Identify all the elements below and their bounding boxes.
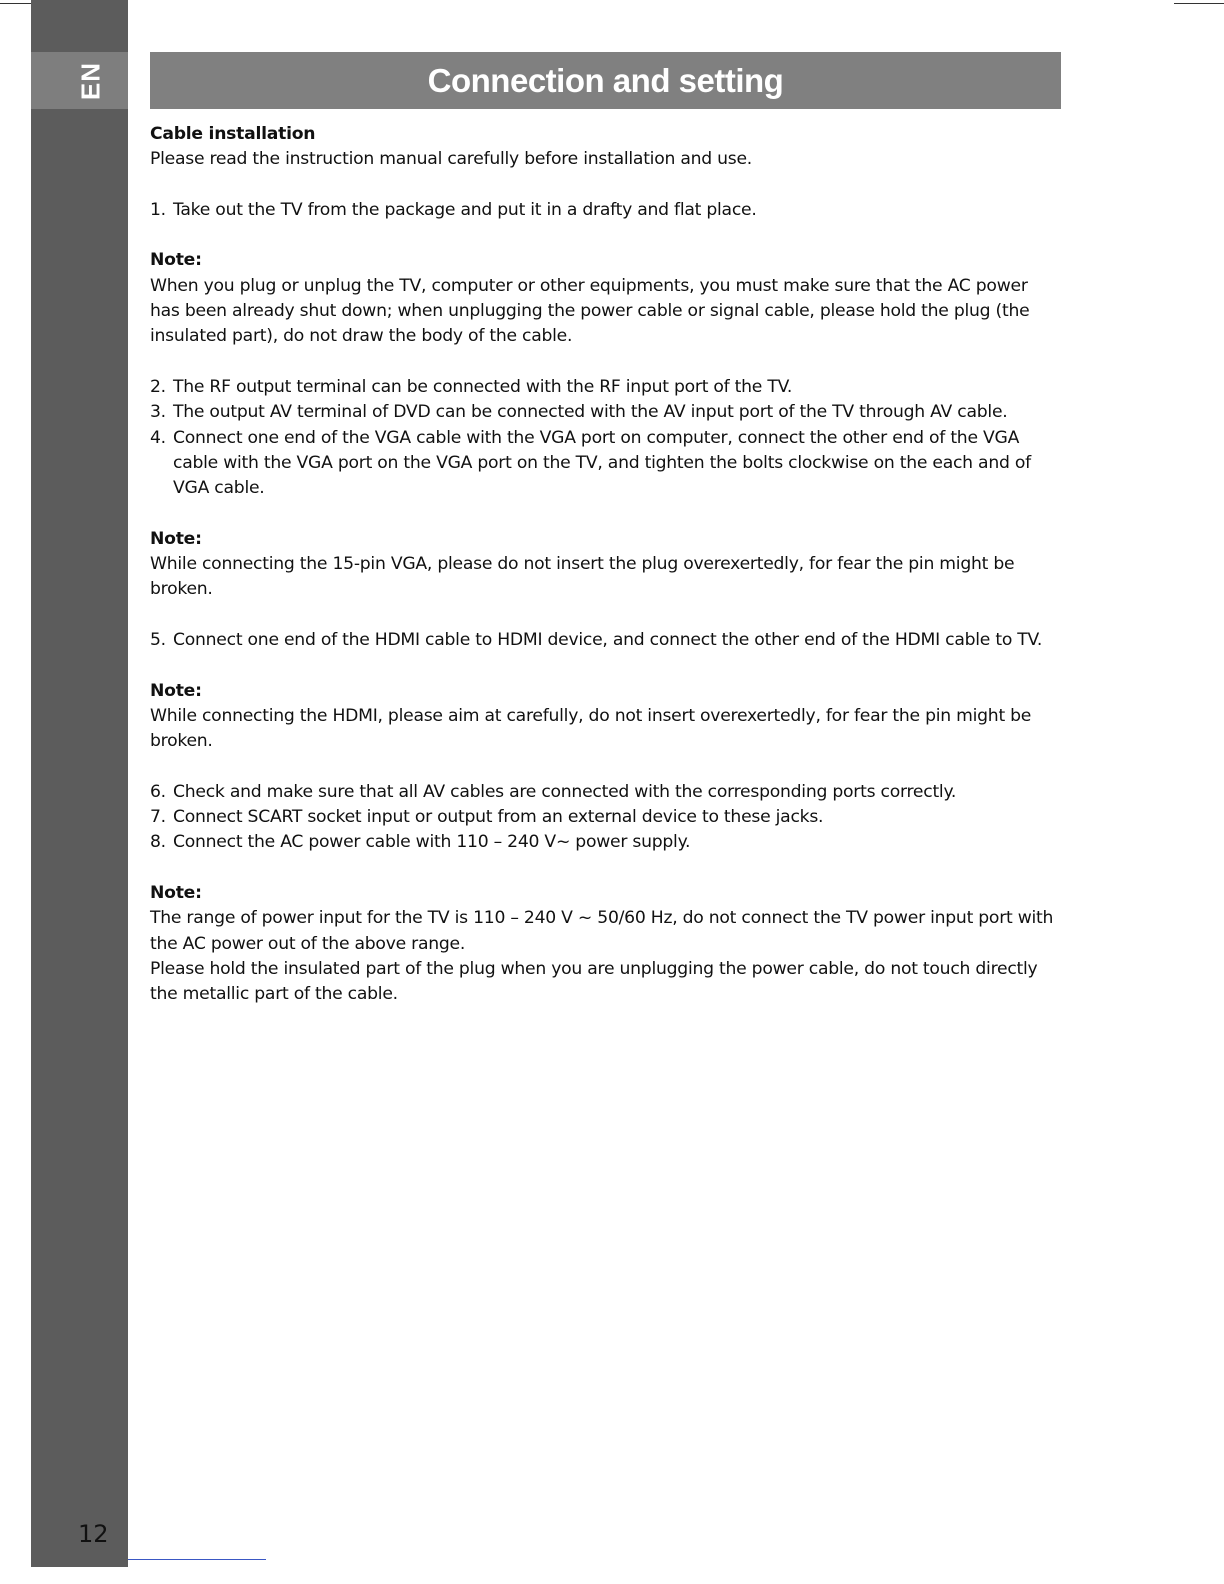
list-item — [150, 780, 1062, 805]
list-item — [150, 426, 1062, 502]
note-text: Please hold the insulated part of the plug when you are unplugging the power cable, do not touch directly the metallic part of the cable. — [150, 958, 1038, 1005]
note-label: Note: — [150, 680, 202, 701]
main-content — [150, 122, 1062, 1007]
note-text: While connecting the HDMI, please aim at carefully, do not insert overexertedly, for fear the pin might be broken. — [150, 705, 1032, 752]
page-number: 12 — [78, 1520, 109, 1548]
list-item — [150, 198, 1062, 223]
note-text: When you plug or unplug the TV, computer or other equipments, you must make sure that the AC power has been already shut down; when unplugging the power cable or signal cable, please hold the plug (the insulated part), do not draw the body of the cable. — [150, 275, 1030, 347]
step-text: The RF output terminal can be connected with the RF input port of the TV. — [173, 376, 793, 397]
step-number: 1. — [150, 199, 166, 220]
list-item — [150, 805, 1062, 830]
list-item — [150, 400, 1062, 425]
note-label: Note: — [150, 528, 202, 549]
step-number: 6. — [150, 781, 166, 802]
step-text: Connect one end of the VGA cable with the VGA port on computer, connect the other end of the VGA cable with the VGA port on the VGA port on the TV, and tighten the bolts clockwise on the each and of VGA cable. — [173, 427, 1031, 499]
step-number: 3. — [150, 402, 166, 423]
steps-list-a — [150, 198, 1062, 223]
step-number: 7. — [150, 807, 166, 828]
list-item — [150, 830, 1062, 855]
section-heading: Cable installation — [150, 124, 316, 144]
step-number: 8. — [150, 832, 166, 853]
step-number: 4. — [150, 427, 166, 448]
step-text: Check and make sure that all AV cables are connected with the corresponding ports correctly. — [173, 781, 957, 802]
title-bar — [150, 52, 1061, 109]
step-text: Connect the AC power cable with 110 – 240 V~ power supply. — [173, 832, 691, 853]
note-label: Note: — [150, 250, 202, 271]
steps-list-c — [150, 628, 1062, 653]
note-text: The range of power input for the TV is 110 – 240 V ~ 50/60 Hz, do not connect the TV power input port with the AC power out of the above range. — [150, 908, 1054, 954]
step-number: 2. — [150, 376, 166, 397]
step-number: 5. — [150, 629, 166, 650]
footer-rule — [128, 1559, 266, 1560]
list-item — [150, 375, 1062, 400]
note-text: While connecting the 15-pin VGA, please do not insert the plug overexertedly, for fear the pin might be broken. — [150, 554, 1015, 600]
page-title: Connection and setting — [427, 61, 784, 99]
intro-text: Please read the instruction manual carefully before installation and use. — [150, 149, 753, 170]
note-label: Note: — [150, 882, 202, 903]
language-label: EN — [75, 61, 106, 101]
steps-list-b — [150, 375, 1062, 501]
step-text: The output AV terminal of DVD can be connected with the AV input port of the TV through AV cable. — [173, 402, 1008, 423]
crop-mark-right — [1174, 3, 1224, 4]
sidebar — [31, 0, 128, 1567]
list-item — [150, 628, 1062, 653]
step-text: Take out the TV from the package and put it in a drafty and flat place. — [173, 199, 757, 220]
step-text: Connect one end of the HDMI cable to HDMI device, and connect the other end of the HDMI cable to TV. — [173, 629, 1043, 650]
steps-list-d — [150, 780, 1062, 856]
step-text: Connect SCART socket input or output from an external device to these jacks. — [173, 807, 824, 828]
